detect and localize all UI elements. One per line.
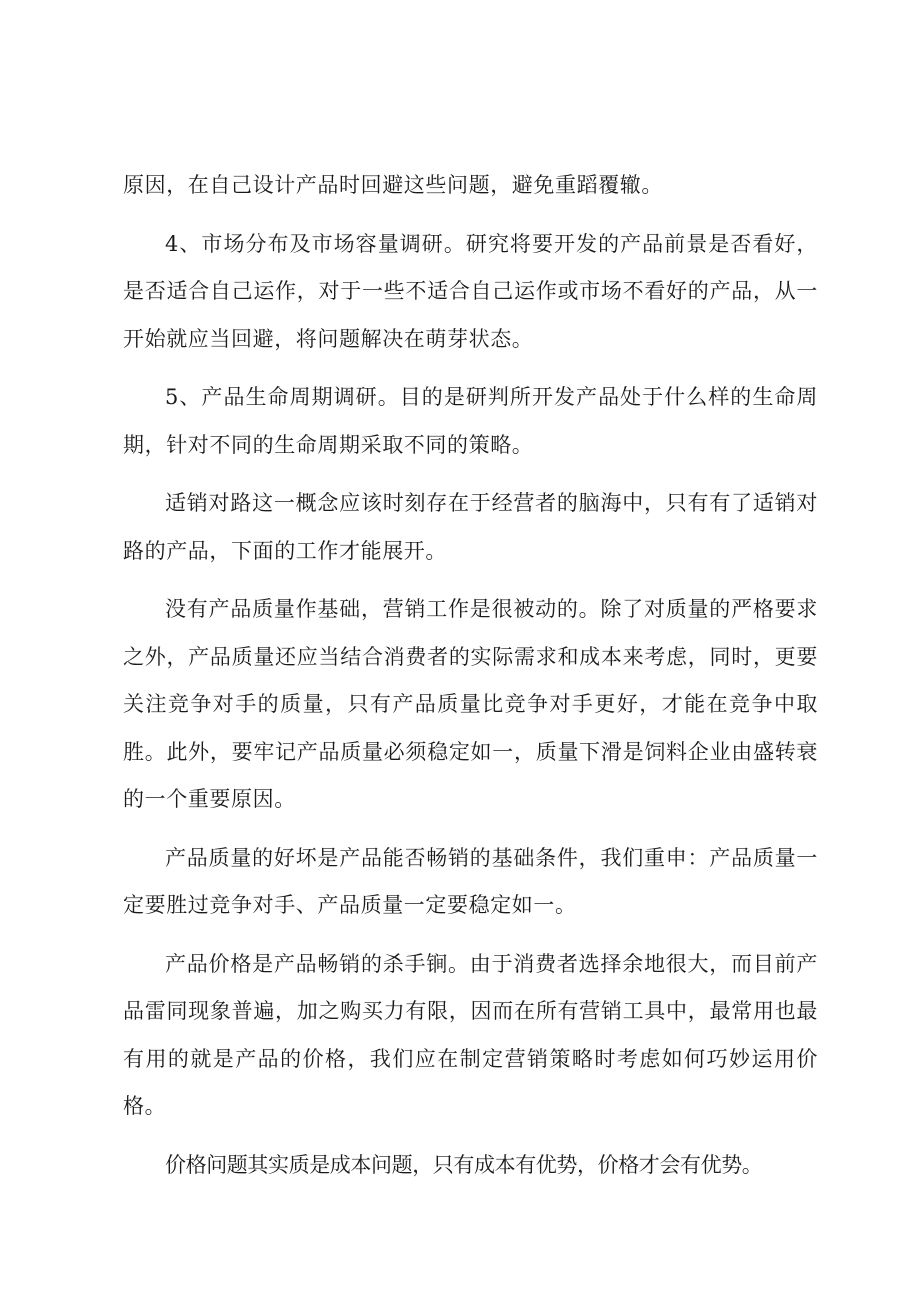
paragraph-quality-foundation: 没有产品质量作基础，营销工作是很被动的。除了对质量的严格要求之外，产品质量还应当结合消费者的实际需求和成本来考虑，同时，更要关注竞争对手的质量，只有产品质量比竞争对手更好，才能在竞争中取胜。此外，要牢记产品质量必须稳定如一，质量下滑是饲料企业由盛转衰的一个重要原因。 [123,597,818,811]
paragraph-lifecycle-research: 5、产品生命周期调研。目的是研判所开发产品处于什么样的生命周期，针对不同的生命周期采取不同的策略。 [123,385,818,457]
paragraph-market-research: 4、市场分布及市场容量调研。研究将要开发的产品前景是否看好，是否适合自己运作，对于一些不适合自己运作或市场不看好的产品，从一开始就应当回避，将问题解决在萌芽状态。 [123,231,818,351]
paragraph-continuation: 原因，在自己设计产品时回避这些问题，避免重蹈覆辙。 [123,173,663,197]
paragraph-quality-conditions: 产品质量的好坏是产品能否畅销的基础条件，我们重申：产品质量一定要胜过竞争对手、产品质量一定要稳定如一。 [123,845,818,917]
paragraph-pricing: 产品价格是产品畅销的杀手锏。由于消费者选择余地很大，而目前产品雷同现象普遍，加之购买力有限，因而在所有营销工具中，最常用也最有用的就是产品的价格，我们应在制定营销策略时考虑如何巧妙运用价格。 [123,951,818,1118]
paragraph-price-cost: 价格问题其实质是成本问题，只有成本有优势，价格才会有优势。 [165,1152,763,1177]
document-body [123,162,818,1200]
paragraph-marketability: 适销对路这一概念应该时刻存在于经营者的脑海中，只有有了适销对路的产品，下面的工作才能展开。 [123,491,818,563]
